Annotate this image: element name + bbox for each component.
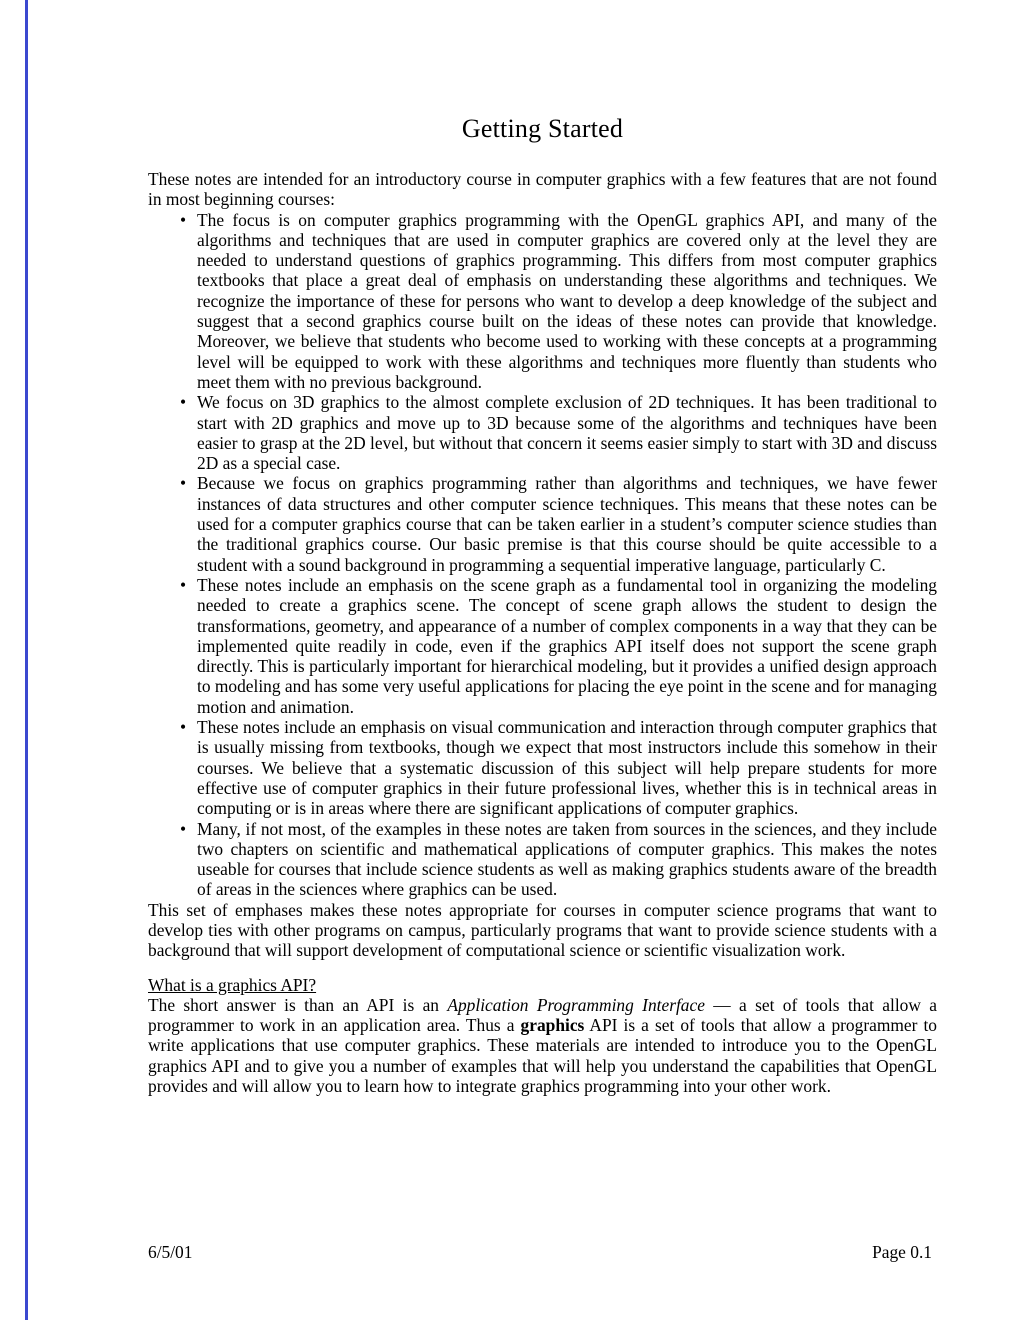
page-footer (148, 1242, 932, 1263)
page-content (148, 0, 937, 1096)
bullet-item-scene-graph: • These notes include an emphasis on the scene graph as a fundamental tool in organizing the modeling needed to create a graphics scene. The concept of scene graph allows the student to design the transformations, geometry, and appearance of a number of complex components in a way that they can be implemented quite readily in code, even if the graphics API itself does not support the scene graph directly. This is particularly important for hierarchical modeling, but it provides a unified design approach to modeling and has some very useful applications for placing the eye point in the scene and for managing motion and animation. (180, 575, 937, 717)
bullet-item-science-examples: • Many, if not most, of the examples in these notes are taken from sources in the sciences, and they include two chapters on scientific and mathematical applications of computer graphics. This makes the notes useable for courses that include science students as well as making graphics students aware of the breadth of areas in the sciences where graphics can be used. (180, 819, 937, 900)
section-heading-graphics-api: What is a graphics API? (148, 974, 317, 995)
api-paragraph-bold-term: graphics (520, 1015, 585, 1036)
bullet-item-focus-opengl: • The focus is on computer graphics programming with the OpenGL graphics API, and many of the algorithms and techniques that are used in computer graphics are covered only at the level they are needed to understand questions of graphics programming. This differs from most computer graphics textbooks that place a great deal of emphasis on understanding these algorithms and techniques. We recognize the importance of these for persons who want to develop a deep knowledge of the subject and suggest that a second graphics course built on the ideas of these notes can provide that knowledge. Moreover, we believe that students who become used to working with these concepts at a programming level will be equipped to work with these algorithms and techniques more fluently than students who meet them with no previous background. (180, 210, 937, 393)
bullet-item-graphics-programming: • Because we focus on graphics programming rather than algorithms and techniques, we have fewer instances of data structures and other computer science techniques. This means that these notes can be used for a computer graphics course that can be taken earlier in a student’s computer science studies than the traditional graphics course. Our basic premise is that this course should be quite accessible to a student with a sound background in programming a sequential imperative language, particularly C. (180, 473, 937, 574)
document-body (148, 169, 937, 1096)
api-paragraph-part1: The short answer is than an API is an (148, 994, 448, 1015)
closing-paragraph: This set of emphases makes these notes appropriate for courses in computer science programs that want to develop ties with other programs on campus, particularly programs that want to provide science students with a background that will support development of computational science or scientific visualization work. (148, 899, 937, 961)
page-title: Getting Started (461, 114, 624, 143)
bullet-item-3d-graphics: • We focus on 3D graphics to the almost complete exclusion of 2D techniques. It has been traditional to start with 2D graphics and move up to 3D because some of the algorithms and techniques have been easier to grasp at the 2D level, but without that concern it seems easier simply to start with 3D and discuss 2D as a special case. (180, 392, 937, 473)
api-paragraph-part2: — a set of tools that allow a programmer to work in an application area. Thus a (148, 994, 937, 1036)
api-paragraph-part3: API is a set of tools that allow a programmer to write applications that use computer graphics. These materials are intended to introduce you to the OpenGL graphics API and to give you a number of examples that will help you understand the capabilities that OpenGL provides and will allow you to learn how to integrate graphics programming into your other work. (148, 1015, 937, 1097)
left-accent-bar (25, 0, 28, 1320)
footer-page-number: Page 0.1 (872, 1242, 932, 1262)
intro-paragraph: These notes are intended for an introductory course in computer graphics with a few features that are not found in most beginning courses: (148, 169, 937, 210)
footer-date: 6/5/01 (148, 1242, 193, 1262)
feature-bullet-list (148, 210, 937, 900)
api-paragraph (148, 995, 937, 1096)
api-paragraph-italic-term: Application Programming Interface (447, 994, 705, 1015)
bullet-item-visual-communication: • These notes include an emphasis on visual communication and interaction through computer graphics that is usually missing from textbooks, though we expect that most instructors include this somehow in their courses. We believe that a systematic discussion of this subject will help prepare students for more effective use of computer graphics in their future professional lives, whether this is in technical areas in computing or is in areas where there are significant applications of computer graphics. (180, 717, 937, 818)
